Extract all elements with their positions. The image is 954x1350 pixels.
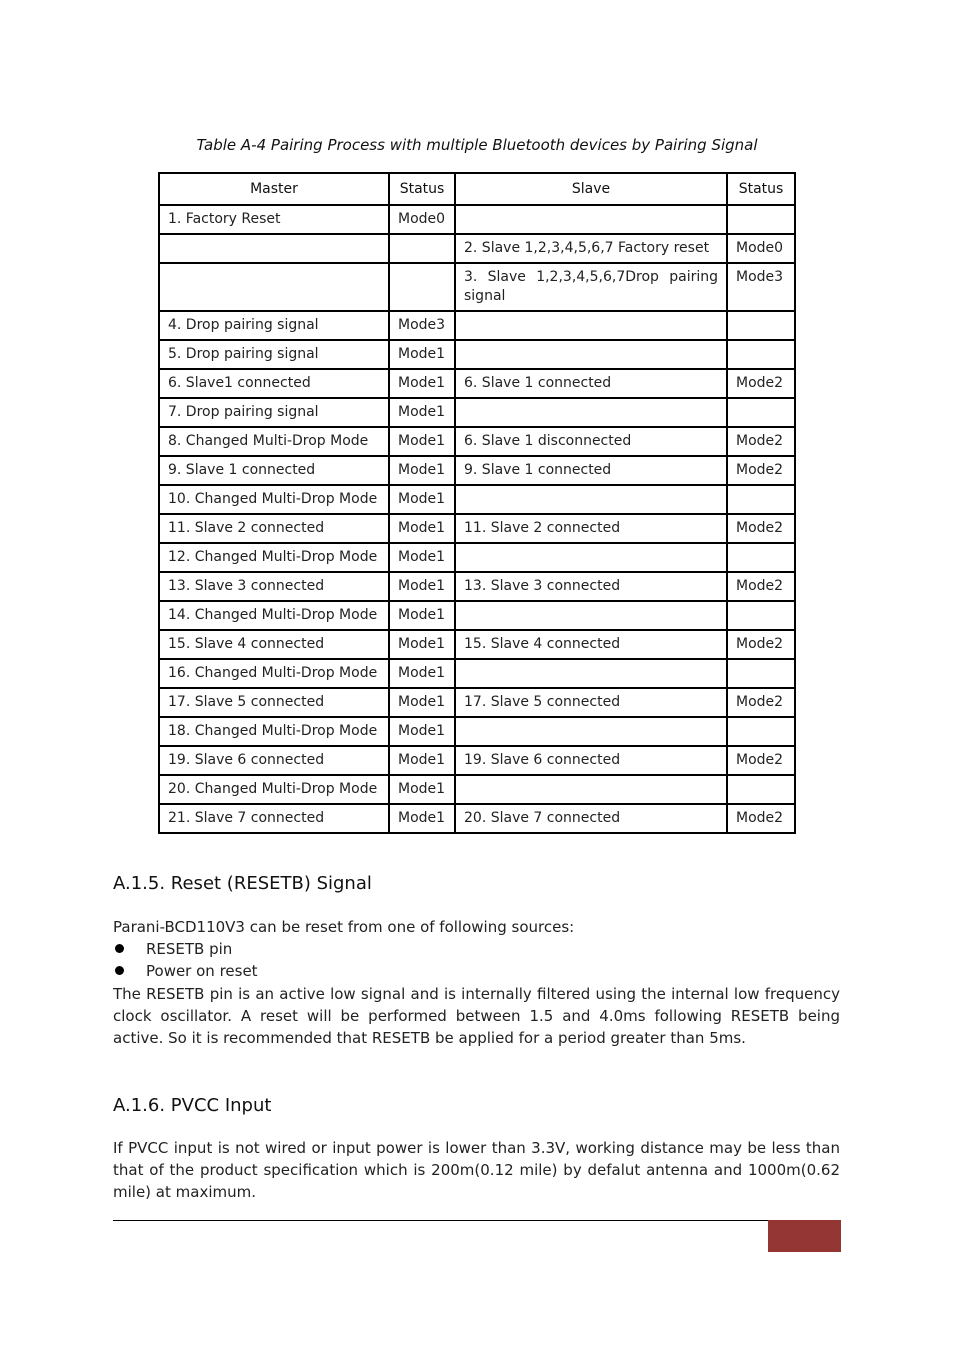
section-heading-reset: A.1.5. Reset (RESETB) Signal xyxy=(113,873,372,894)
table-row xyxy=(159,514,795,543)
cell-master-status: Mode1 xyxy=(389,717,455,746)
cell-slave-status xyxy=(727,485,795,514)
cell-slave-status xyxy=(727,311,795,340)
bullet-icon xyxy=(115,944,124,953)
cell-master: 15. Slave 4 connected xyxy=(159,630,389,659)
header-master-status: Status xyxy=(389,173,455,205)
cell-master-status: Mode1 xyxy=(389,688,455,717)
bullet-icon xyxy=(115,966,124,975)
cell-master: 20. Changed Multi-Drop Mode xyxy=(159,775,389,804)
cell-slave xyxy=(455,398,727,427)
cell-slave: 2. Slave 1,2,3,4,5,6,7 Factory reset xyxy=(455,234,727,263)
cell-slave-status: Mode2 xyxy=(727,688,795,717)
table-row xyxy=(159,205,795,234)
cell-master: 9. Slave 1 connected xyxy=(159,456,389,485)
cell-slave-status xyxy=(727,340,795,369)
header-slave: Slave xyxy=(455,173,727,205)
cell-slave-status: Mode2 xyxy=(727,804,795,833)
cell-slave-status: Mode2 xyxy=(727,746,795,775)
reset-body-text: The RESETB pin is an active low signal and is internally filtered using the internal low frequency clock oscillator. A reset will be performed between 1.5 and 4.0ms following RESETB being active. So it is recommended that RESETB be applied for a period greater than 5ms. xyxy=(113,985,840,1047)
cell-slave-status: Mode2 xyxy=(727,572,795,601)
cell-master-status: Mode1 xyxy=(389,398,455,427)
table-header-row xyxy=(159,173,795,205)
cell-master: 7. Drop pairing signal xyxy=(159,398,389,427)
cell-slave xyxy=(455,311,727,340)
cell-slave-status xyxy=(727,775,795,804)
cell-master-status xyxy=(389,234,455,263)
table-row xyxy=(159,234,795,263)
cell-master-status: Mode1 xyxy=(389,746,455,775)
cell-master-status: Mode1 xyxy=(389,514,455,543)
cell-slave xyxy=(455,601,727,630)
cell-master: 13. Slave 3 connected xyxy=(159,572,389,601)
table-row xyxy=(159,630,795,659)
cell-slave: 9. Slave 1 connected xyxy=(455,456,727,485)
reset-sources-list xyxy=(113,938,258,982)
cell-master xyxy=(159,234,389,263)
cell-master: 10. Changed Multi-Drop Mode xyxy=(159,485,389,514)
cell-master: 1. Factory Reset xyxy=(159,205,389,234)
cell-slave: 20. Slave 7 connected xyxy=(455,804,727,833)
cell-master-status: Mode1 xyxy=(389,485,455,514)
footer-accent-block xyxy=(768,1220,841,1252)
cell-slave-status: Mode2 xyxy=(727,514,795,543)
cell-slave xyxy=(455,717,727,746)
cell-slave: 11. Slave 2 connected xyxy=(455,514,727,543)
cell-master-status: Mode1 xyxy=(389,630,455,659)
table-row xyxy=(159,369,795,398)
table-row xyxy=(159,717,795,746)
cell-slave: 6. Slave 1 connected xyxy=(455,369,727,398)
cell-slave-status xyxy=(727,205,795,234)
table-row xyxy=(159,659,795,688)
cell-master: 19. Slave 6 connected xyxy=(159,746,389,775)
table-row xyxy=(159,804,795,833)
table-row xyxy=(159,340,795,369)
cell-slave-status: Mode0 xyxy=(727,234,795,263)
cell-master-status xyxy=(389,263,455,311)
pvcc-body-text: If PVCC input is not wired or input power is lower than 3.3V, working distance may be less than that of the product specification which is 200m(0.12 mile) by defalut antenna and 1000m(0.62 mile) at maximum. xyxy=(113,1139,840,1201)
cell-slave: 19. Slave 6 connected xyxy=(455,746,727,775)
footer-rule xyxy=(113,1220,769,1221)
header-slave-status: Status xyxy=(727,173,795,205)
cell-master: 5. Drop pairing signal xyxy=(159,340,389,369)
list-item: Power on reset xyxy=(113,960,258,982)
cell-master-status: Mode0 xyxy=(389,205,455,234)
table-row xyxy=(159,543,795,572)
cell-slave xyxy=(455,543,727,572)
cell-slave-status: Mode2 xyxy=(727,630,795,659)
cell-master: 4. Drop pairing signal xyxy=(159,311,389,340)
table-row xyxy=(159,775,795,804)
cell-slave-status xyxy=(727,601,795,630)
cell-master: 12. Changed Multi-Drop Mode xyxy=(159,543,389,572)
cell-slave: 3. Slave 1,2,3,4,5,6,7Drop pairing signal xyxy=(455,263,727,311)
cell-master-status: Mode1 xyxy=(389,340,455,369)
cell-slave-status xyxy=(727,543,795,572)
table-row xyxy=(159,398,795,427)
reset-intro-text: Parani-BCD110V3 can be reset from one of following sources: xyxy=(113,918,575,936)
table-row xyxy=(159,456,795,485)
table-row xyxy=(159,263,795,311)
cell-master-status: Mode1 xyxy=(389,572,455,601)
section-heading-pvcc: A.1.6. PVCC Input xyxy=(113,1095,272,1116)
header-master: Master xyxy=(159,173,389,205)
cell-master-status: Mode1 xyxy=(389,775,455,804)
cell-master: 18. Changed Multi-Drop Mode xyxy=(159,717,389,746)
cell-master: 16. Changed Multi-Drop Mode xyxy=(159,659,389,688)
cell-slave: 13. Slave 3 connected xyxy=(455,572,727,601)
cell-slave: 17. Slave 5 connected xyxy=(455,688,727,717)
cell-slave-status xyxy=(727,659,795,688)
cell-slave-status: Mode3 xyxy=(727,263,795,311)
cell-master: 6. Slave1 connected xyxy=(159,369,389,398)
cell-slave xyxy=(455,485,727,514)
table-row xyxy=(159,311,795,340)
cell-master: 14. Changed Multi-Drop Mode xyxy=(159,601,389,630)
table-body xyxy=(159,205,795,833)
pairing-process-table xyxy=(158,172,796,834)
cell-master-status: Mode1 xyxy=(389,543,455,572)
table-row xyxy=(159,427,795,456)
list-item: RESETB pin xyxy=(113,938,258,960)
cell-master-status: Mode1 xyxy=(389,456,455,485)
table-row xyxy=(159,601,795,630)
cell-slave-status xyxy=(727,398,795,427)
cell-master: 11. Slave 2 connected xyxy=(159,514,389,543)
cell-master: 21. Slave 7 connected xyxy=(159,804,389,833)
cell-slave xyxy=(455,340,727,369)
cell-slave: 15. Slave 4 connected xyxy=(455,630,727,659)
table-caption: Table A-4 Pairing Process with multiple Bluetooth devices by Pairing Signal xyxy=(196,136,758,154)
cell-slave-status: Mode2 xyxy=(727,369,795,398)
cell-slave-status xyxy=(727,717,795,746)
cell-master xyxy=(159,263,389,311)
cell-master-status: Mode1 xyxy=(389,369,455,398)
table-row xyxy=(159,485,795,514)
cell-master: 8. Changed Multi-Drop Mode xyxy=(159,427,389,456)
cell-master-status: Mode1 xyxy=(389,601,455,630)
cell-slave xyxy=(455,775,727,804)
cell-slave-status: Mode2 xyxy=(727,456,795,485)
cell-master-status: Mode1 xyxy=(389,804,455,833)
cell-master-status: Mode3 xyxy=(389,311,455,340)
cell-slave xyxy=(455,659,727,688)
table-row xyxy=(159,572,795,601)
cell-master-status: Mode1 xyxy=(389,427,455,456)
table-row xyxy=(159,688,795,717)
cell-slave: 6. Slave 1 disconnected xyxy=(455,427,727,456)
cell-master-status: Mode1 xyxy=(389,659,455,688)
cell-slave-status: Mode2 xyxy=(727,427,795,456)
cell-slave xyxy=(455,205,727,234)
table-row xyxy=(159,746,795,775)
cell-master: 17. Slave 5 connected xyxy=(159,688,389,717)
